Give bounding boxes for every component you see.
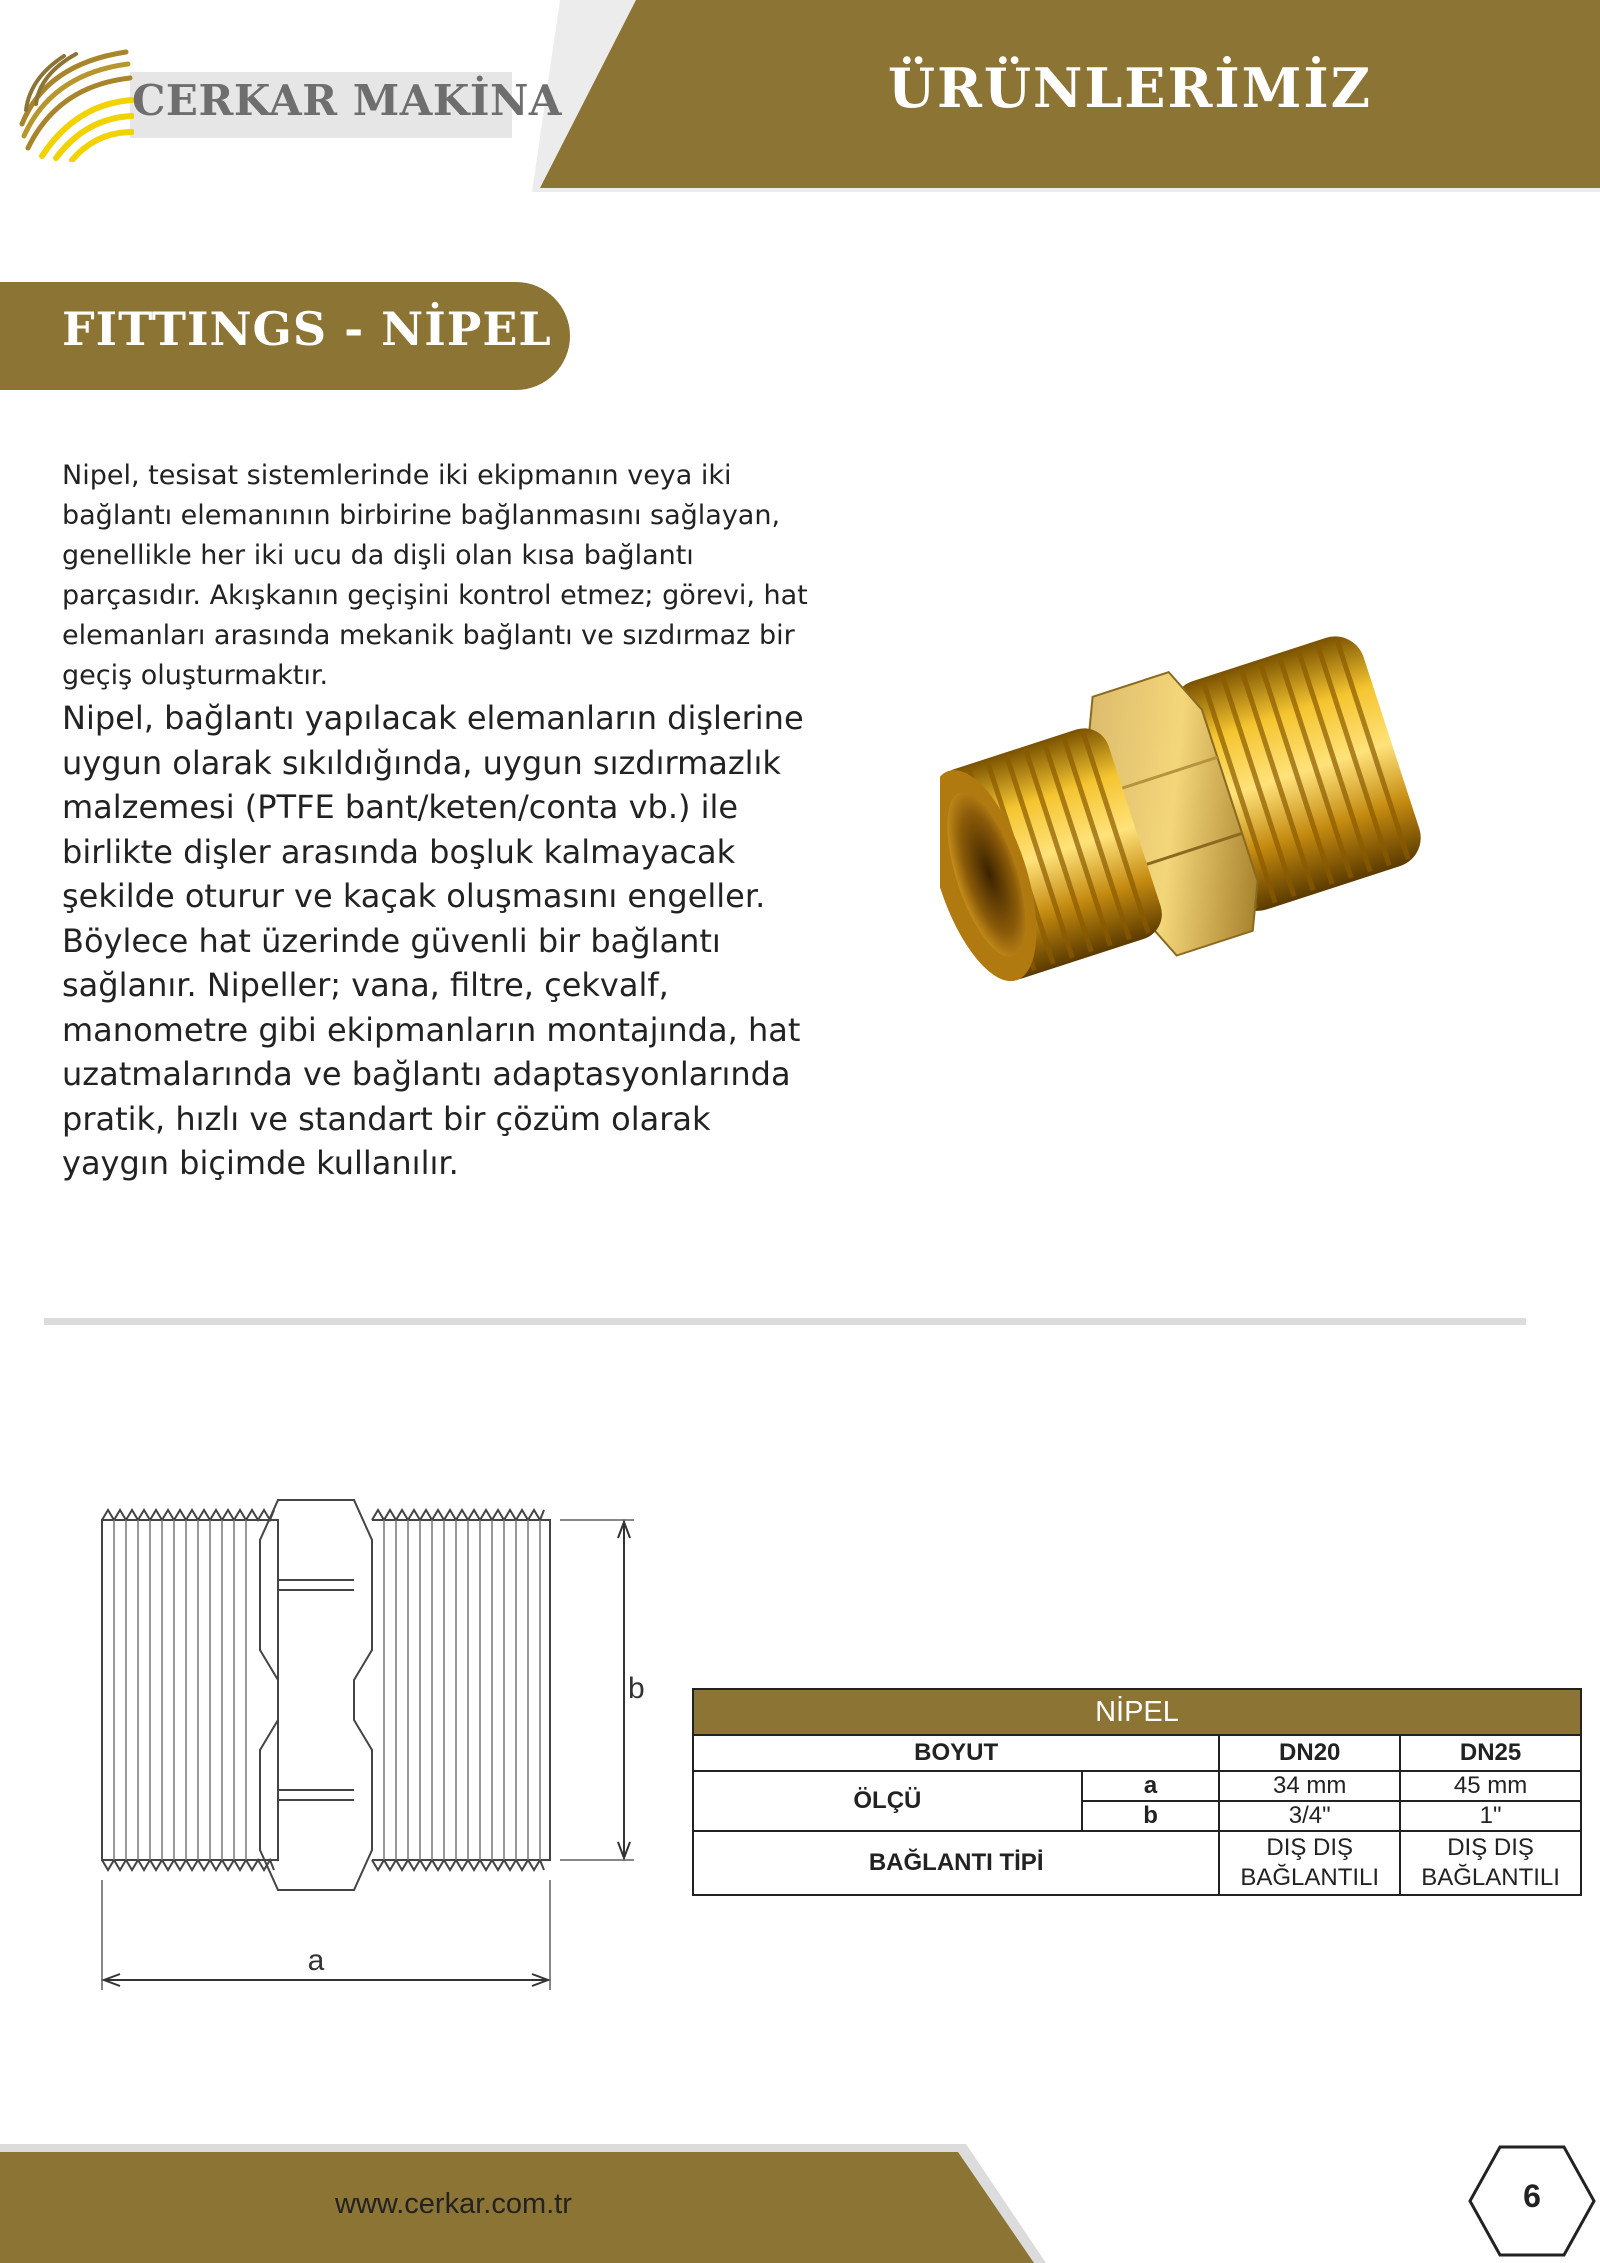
technical-drawing (60, 1480, 660, 2000)
col-dn25: DN25 (1400, 1735, 1581, 1771)
table-row (693, 1771, 1581, 1801)
product-description (62, 456, 822, 1186)
description-body: Nipel, bağlantı yapılacak elemanların dişlerine uygun olarak sıkıldığında, uygun sızdırmazlık malzemesi (PTFE bant/keten/conta vb.) ile birlikte dişler arasında boşluk kalmayacak şekilde oturur ve kaçak oluşmasını engeller. Böylece hat üzerinde güvenli bir bağlantı sağlanır. Nipeller; vana, filtre, çekvalf, manometre gibi ekipmanların montajında, hat uzatmalarında ve bağlantı adaptasyonlarında pratik, hızlı ve standart bir çözüm olarak yaygın biçimde kullanılır. (62, 699, 804, 1182)
spec-title-row (693, 1689, 1581, 1735)
section-divider (44, 1318, 1526, 1325)
nipple-product-image (940, 580, 1500, 1080)
table-row (693, 1831, 1581, 1895)
page-number: 6 (1523, 2178, 1541, 2214)
section-title: ÜRÜNLERİMİZ (887, 56, 1373, 120)
dimension-value: 1" (1400, 1801, 1581, 1831)
dimension-value: 34 mm (1219, 1771, 1400, 1801)
col-dn20: DN20 (1219, 1735, 1400, 1771)
company-name: CERKAR MAKİNA (132, 76, 562, 125)
dimension-key: a (1082, 1771, 1220, 1801)
cerkar-logo-icon (16, 44, 134, 162)
dimension-key: b (1082, 1801, 1220, 1831)
spec-header-row (693, 1735, 1581, 1771)
measure-label: ÖLÇÜ (693, 1771, 1082, 1831)
dimension-value: 45 mm (1400, 1771, 1581, 1801)
footer-banner (0, 2140, 1600, 2263)
website-link[interactable]: www.cerkar.com.tr (335, 2188, 572, 2220)
connection-line: DIŞ DIŞ (1447, 1834, 1534, 1861)
dimension-b-label: b (628, 1672, 645, 1705)
description-intro: Nipel, tesisat sistemlerinde iki ekipmanın veya iki bağlantı elemanının birbirine bağlanmasını sağlayan, genellikle her iki ucu da dişli olan kısa bağlantı parçasıdır. Akışkanın geçişini kontrol etmez; görevi, hat elemanları arasında mekanik bağlantı ve sızdırmaz bir geçiş oluşturmaktır. (62, 460, 808, 691)
connection-line: BAĞLANTILI (1421, 1864, 1560, 1891)
size-label: BOYUT (693, 1735, 1219, 1771)
connection-line: DIŞ DIŞ (1266, 1834, 1354, 1861)
dimension-value: 3/4" (1219, 1801, 1400, 1831)
connection-value (1219, 1831, 1400, 1895)
category-title: FITTINGS - NİPEL (62, 302, 552, 356)
dimension-a-label: a (307, 1944, 325, 1977)
spec-table-title: NİPEL (693, 1689, 1581, 1735)
connection-label: BAĞLANTI TİPİ (693, 1831, 1219, 1895)
spec-table (692, 1688, 1582, 1896)
connection-value (1400, 1831, 1581, 1895)
connection-line: BAĞLANTILI (1240, 1864, 1380, 1891)
